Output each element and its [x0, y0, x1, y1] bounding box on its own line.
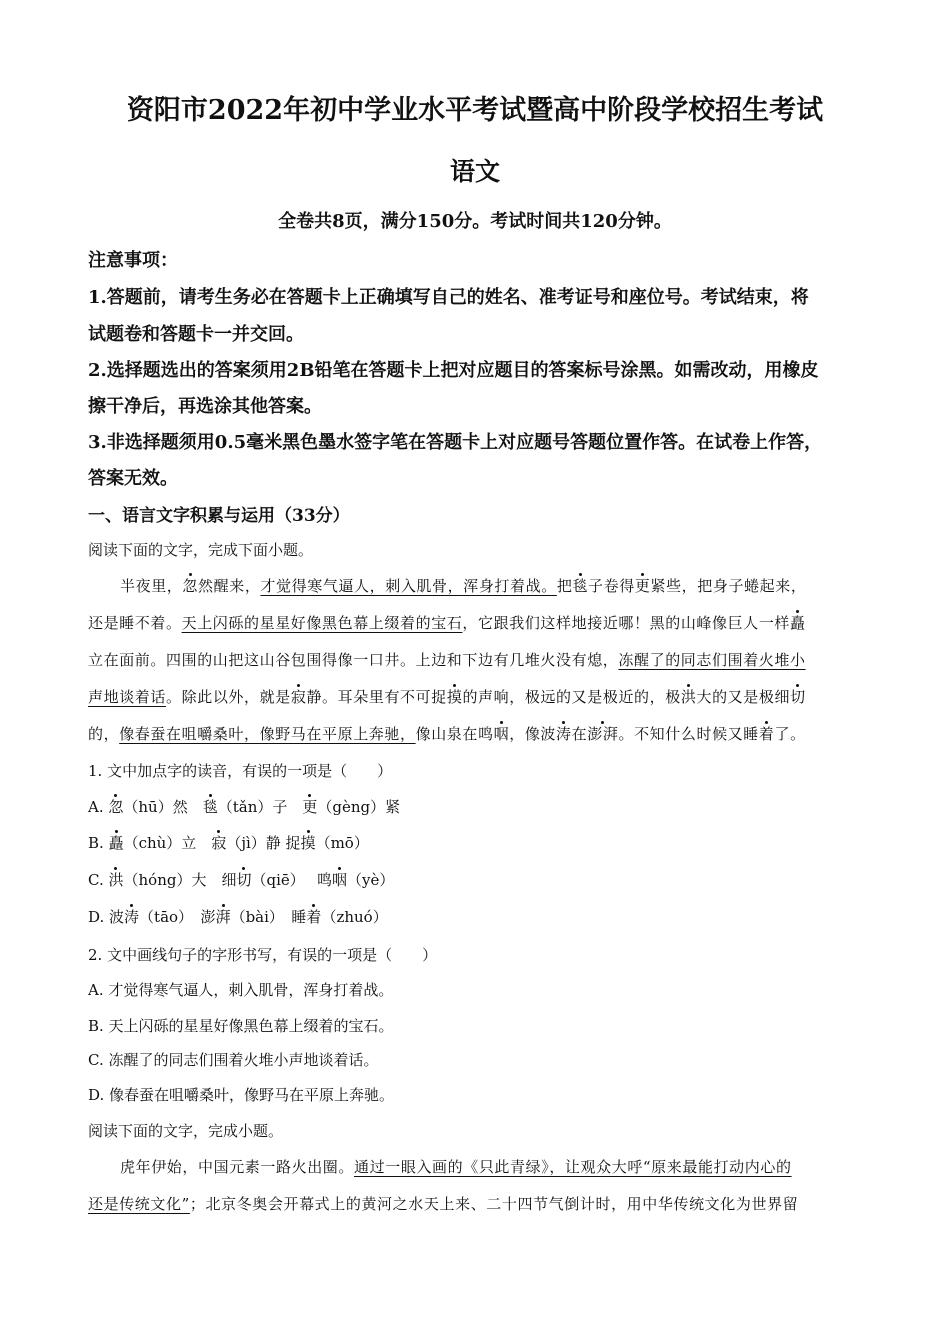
option-c: C. 冻醒了的同志们围着火堆小声地谈着话。 — [88, 1051, 379, 1069]
dotted-char: 着 — [758, 725, 775, 743]
underlined-sentence: 还是传统文化” — [88, 1195, 190, 1213]
reading-instruction: 阅读下面的文字，完成小题。 — [88, 1122, 284, 1140]
underlined-sentence: 才觉得寒气逼人，刺入肌骨，浑身打着战。 — [260, 577, 557, 595]
exam-title: 资阳市2022年初中学业水平考试暨高中阶段学校招生考试 — [126, 95, 824, 126]
passage-line: 还是睡不着。天上闪砾的星星好像黑色幕上缀着的宝石，它跟我们这样地接近哪！黑的山峰像巨人一样矗 — [88, 614, 806, 632]
option-d: D. 像春蚕在咀嚼桑叶，像野马在平原上奔驰。 — [88, 1086, 395, 1104]
option-c: C. 洪（hóng）大 细切（qiē） 鸣咽（yè） — [88, 871, 395, 889]
option-a: A. 忽（hū）然 毯（tǎn）子 更（gèng）紧 — [88, 798, 401, 816]
underlined-sentence: 天上闪砾的星星好像黑色幕上缀着的宝石 — [181, 614, 463, 632]
dotted-char: 矗 — [790, 614, 806, 632]
dotted-char: 寂 — [290, 688, 307, 706]
dotted-char: 涛 — [556, 725, 572, 743]
underlined-sentence: 通过一眼入画的《只此青绿》，让观众大呼“原来最能打动内心的 — [354, 1158, 792, 1176]
underlined-sentence: 冻醒了的同志们围着火堆小 — [618, 651, 806, 669]
dotted-char: 咽 — [493, 725, 510, 743]
notes-line: 2.选择题选出的答案须用2B铅笔在答题卡上把对应题目的答案标号涂黑。如需改动，用橡皮 — [88, 360, 819, 381]
passage-line: 声地谈着话。除此以外，就是寂静。耳朵里有不可捉摸的声响，极远的又是极近的，极洪大的又是极细切 — [88, 688, 806, 706]
passage-line: 虎年伊始，中国元素一路火出圈。通过一眼入画的《只此青绿》，让观众大呼“原来最能打动内心的 — [120, 1158, 792, 1176]
reading-instruction: 阅读下面的文字，完成下面小题。 — [88, 541, 314, 559]
notes-line: 擦干净后，再选涂其他答案。 — [88, 396, 322, 417]
passage-line: 还是传统文化”；北京冬奥会开幕式上的黄河之水天上来、二十四节气倒计时，用中华传统文化为世界留 — [88, 1195, 799, 1213]
notes-line: 3.非选择题须用0.5毫米黑色墨水签字笔在答题卡上对应题号答题位置作答。在试卷上作答， — [88, 432, 823, 453]
notes-heading: 注意事项： — [88, 250, 178, 271]
option-b: B. 矗（chù）立 寂（jì）静 捉摸（mō） — [88, 834, 369, 852]
subject-title: 语文 — [449, 157, 500, 186]
underlined-sentence: 像春蚕在咀嚼桑叶，像野马在平原上奔驰， — [119, 725, 416, 743]
dotted-char: 切 — [790, 688, 806, 706]
option-d: D. 波涛（tāo） 澎湃（bài） 睡着（zhuó） — [88, 908, 388, 926]
exam-summary: 全卷共8页，满分150分。考试时间共120分钟。 — [278, 211, 672, 232]
question-stem: 1. 文中加点字的读音，有误的一项是（ ） — [88, 762, 393, 780]
dotted-char: 更 — [634, 577, 651, 595]
passage-line: 的，像春蚕在咀嚼桑叶，像野马在平原上奔驰，像山泉在鸣咽，像波涛在澎湃。不知什么时候又睡着了。 — [88, 725, 806, 743]
dotted-char: 忽 — [182, 577, 199, 595]
dotted-char: 洪 — [680, 688, 697, 706]
notes-line: 答案无效。 — [88, 468, 178, 489]
notes-line: 1.答题前，请考生务必在答题卡上正确填写自己的姓名、准考证号和座位号。考试结束，将 — [88, 287, 809, 308]
dotted-char: 澎湃 — [587, 725, 619, 743]
passage-line: 半夜里，忽然醒来，才觉得寒气逼人，刺入肌骨，浑身打着战。把毯子卷得更紧些，把身子蜷起来， — [120, 577, 807, 595]
section-heading: 一、语言文字积累与运用（33分） — [88, 506, 350, 526]
underlined-sentence: 声地谈着话 — [88, 688, 167, 706]
option-b: B. 天上闪砾的星星好像黑色幕上缀着的宝石。 — [88, 1017, 394, 1035]
question-stem: 2. 文中画线句子的字形书写，有误的一项是（ ） — [88, 946, 438, 964]
passage-line: 立在面前。四围的山把这山谷包围得像一口井。上边和下边有几堆火没有熄，冻醒了的同志们围着火堆小 — [88, 651, 806, 669]
dotted-char: 毯 — [572, 577, 589, 595]
dotted-char: 摸 — [446, 688, 463, 706]
option-a: A. 才觉得寒气逼人，刺入肌骨，浑身打着战。 — [88, 981, 394, 999]
notes-line: 试题卷和答题卡一并交回。 — [88, 324, 304, 345]
